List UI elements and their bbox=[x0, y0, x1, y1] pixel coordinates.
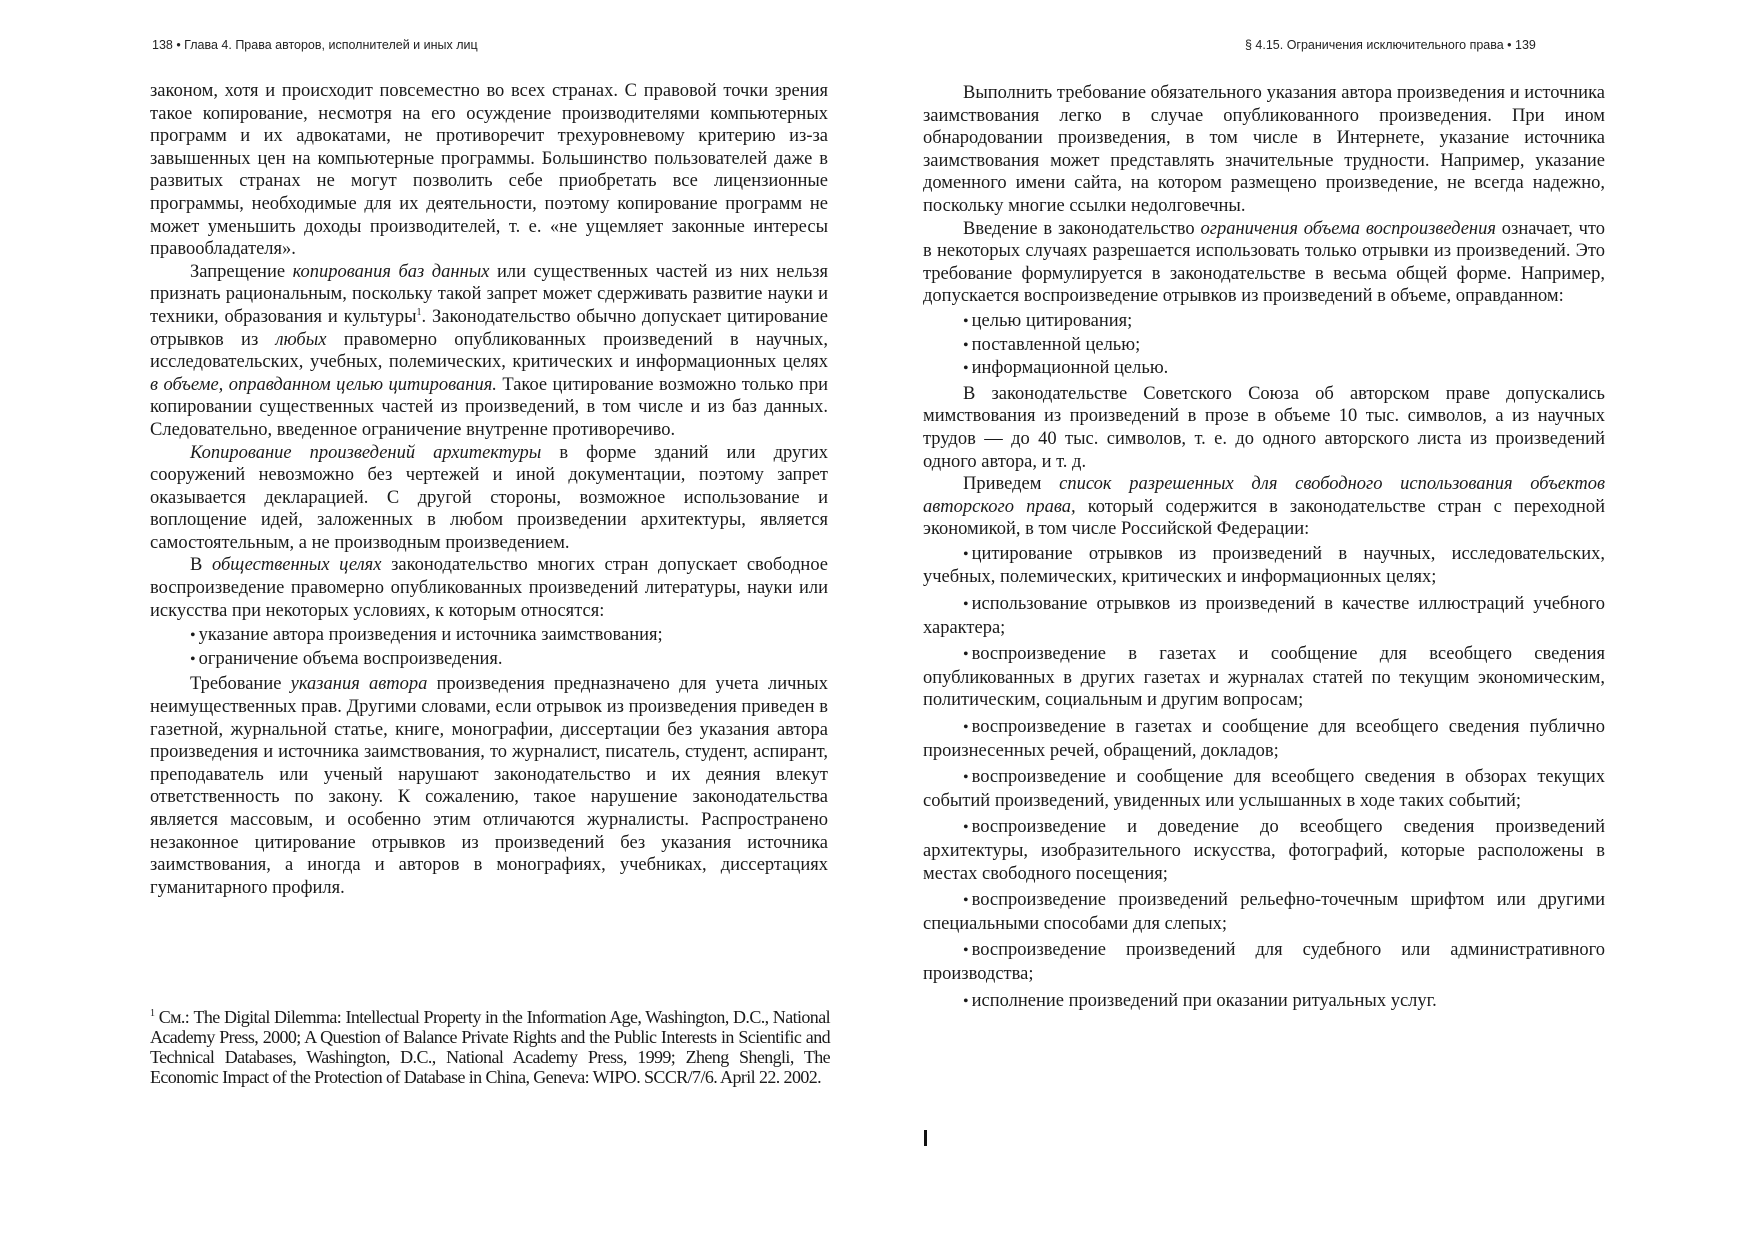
bullet-icon: • bbox=[963, 360, 969, 378]
list-item: • воспроизведение в газетах и сообщение для всеобщего сведения опубликованных в других газетах и журналах статей по текущим экономическим, политическим, социальным и другим вопросам; bbox=[923, 644, 1605, 711]
bullet-icon: • bbox=[963, 312, 969, 330]
left-paragraph-3: Копирование произведений архитектуры в форме зданий или других сооружений невозможно без чертежей и иной документации, поэтому запрет оказывается декларацией. С другой стороны, возможное использование и воплощение идей, заложенных в любом произведении архитектуры, является самостоятельным, а не производным произведением. bbox=[150, 442, 828, 553]
footnote: $^1$ См.: The Digital Dilemma: Intellectual Property in the Information Age, Washington, D.C., National Academy Press, 2000; A Question of Balance Private Rights and the Public Interests in Scientific and Technical Databases, Washington, D.C., National Academy Press, 1999; Zheng Shengli, The Economic Impact of the Protection of Database in China, Geneva: WIPO. SCCR/7/6. April 22. 2002. bbox=[150, 1007, 830, 1087]
bullet-icon: • bbox=[190, 650, 196, 668]
bullet-icon: • bbox=[963, 646, 969, 664]
right-body-text bbox=[923, 82, 1605, 1017]
list-item: • воспроизведение произведений рельефно-точечным шрифтом или другими специальными способами для слепых; bbox=[923, 890, 1605, 934]
right-paragraph-2: Введение в законодательство ограничения объема воспроизведения означает, что в некоторых случаях разрешается использовать только отрывки из произведений. Это требование формулируется в законодательстве в весьма общей форме. Например, допускается воспроизведение отрывков из произведений в объеме, оправданном: bbox=[923, 218, 1605, 307]
bullet-icon: • bbox=[963, 596, 969, 614]
right-paragraph-4: Приведем список разрешенных для свободного использования объектов авторского права, который содержится в законодательстве стран с переходной экономикой, в том числе Российской Федерации: bbox=[923, 474, 1605, 540]
bullet-icon: • bbox=[963, 769, 969, 787]
bullet-icon: • bbox=[963, 719, 969, 737]
list-item: • воспроизведение в газетах и сообщение для всеобщего сведения публично произнесенных речей, обращений, докладов; bbox=[923, 717, 1605, 761]
right-paragraph-3: В законодательстве Советского Союза об авторском праве допускались мимствования из произведений в прозе в объеме 10 тыс. символов, а из научных трудов — до 40 тыс. символов, т. е. до одного авторского листа из произведений одного автора, и т. д. bbox=[923, 383, 1605, 472]
list-item: • информационной целью. bbox=[963, 358, 1169, 379]
left-bullet-list bbox=[150, 624, 828, 671]
permitted-uses-list bbox=[923, 543, 1605, 1013]
bullet-icon: • bbox=[963, 336, 969, 354]
bullet-icon: • bbox=[963, 545, 969, 563]
left-paragraph-5: Требование указания автора произведения предназначено для учета личных неимущественных прав. Другими словами, если отрывок из произведения приведен в газетной, журнальной статье, книге, монографии, диссертации без указания автора произведения и источника заимствования, то журналист, писатель, студент, аспирант, преподаватель или ученый нарушают законодательство и их деяния влекут ответственность по закону. К сожалению, такое нарушение законодательства является массовым, и особенно этим отличаются журналисты. Распространено незаконное цитирование отрывков из произведений без указания источника заимствования, а иногда и авторов в монографиях, учебниках, диссертациях гуманитарного профиля. bbox=[150, 674, 828, 898]
right-running-head: § 4.15. Ограничения исключительного права • 139 bbox=[1245, 38, 1536, 52]
left-paragraph-2: Запрещение копирования баз данных или существенных частей из них нельзя признать рациональным, поскольку такой запрет может сдерживать развитие науки и техники, образования и культуры$^1$. Законодательство обычно допускает цитирование отрывков из любых правомерно опубликованных произведений в научных, исследовательских, учебных, полемических, критических и информационных целях в объеме, оправданном целью цитирования. Такое цитирование возможно только при копировании существенных частей из произведений, в том числе и из баз данных. Следовательно, введенное ограничение внутренне противоречиво. bbox=[150, 261, 828, 440]
footnote-ref: 1 bbox=[416, 306, 422, 318]
list-item: • воспроизведение и сообщение для всеобщего сведения в обзорах текущих событий произведений, увиденных или услышанных в ходе таких событий; bbox=[923, 767, 1605, 811]
bullet-icon: • bbox=[963, 819, 969, 837]
list-item: • исполнение произведений при оказании ритуальных услуг. bbox=[963, 990, 1437, 1011]
right-paragraph-1: Выполнить требование обязательного указания автора произведения и источника заимствования легко в случае опубликованного произведения. При ином обнародовании произведения, в том числе в Интернете, указание источника заимствования может представлять значительные трудности. Например, указание доменного имени сайта, на котором размещено произведение, не всегда надежно, поскольку многие ссылки недолговечны. bbox=[923, 83, 1605, 216]
scan-mark bbox=[924, 1130, 927, 1146]
list-item: • воспроизведение и доведение до всеобщего сведения произведений архитектуры, изобразительного искусства, фотографий, которые расположены в местах свободного посещения; bbox=[923, 817, 1605, 884]
bullet-icon: • bbox=[963, 942, 969, 960]
bullet-icon: • bbox=[190, 627, 196, 645]
left-paragraph-4: В общественных целях законодательство многих стран допускает свободное воспроизведение правомерно опубликованных произведений литературы, науки или искусства при некоторых условиях, к которым относятся: bbox=[150, 555, 829, 621]
list-item: • воспроизведение произведений для судебного или административного производства; bbox=[923, 940, 1605, 984]
bullet-icon: • bbox=[963, 992, 969, 1010]
list-item: • ограничение объема воспроизведения. bbox=[190, 648, 503, 669]
list-item: • цитирование отрывков из произведений в научных, исследовательских, учебных, полемических, критических и информационных целях; bbox=[923, 543, 1605, 588]
list-item: • использование отрывков из произведений в качестве иллюстраций учебного характера; bbox=[923, 594, 1605, 638]
list-item: • поставленной целью; bbox=[963, 334, 1141, 355]
left-body-text bbox=[150, 80, 828, 899]
list-item: • указание автора произведения и источника заимствования; bbox=[190, 625, 663, 646]
bullet-icon: • bbox=[963, 892, 969, 910]
left-running-head: 138 • Глава 4. Права авторов, исполнителей и иных лиц bbox=[152, 38, 478, 52]
list-item: • целью цитирования; bbox=[963, 310, 1133, 331]
left-paragraph-1: законом, хотя и происходит повсеместно во всех странах. С правовой точки зрения такое копирование, несмотря на его осуждение производителями компьютерных программ и их адвокатами, не противоречит трехуровневому критерию из-за завышенных цен на компьютерные программы. Большинство пользователей даже в развитых странах не могут позволить себе приобретать все лицензионные программы, необходимые для их деятельности, поэтому копирование программ не может уменьшить доходы производителей, т. е. «не ущемляет законные интересы правообладателя». bbox=[150, 81, 828, 260]
purpose-list bbox=[923, 310, 1605, 381]
